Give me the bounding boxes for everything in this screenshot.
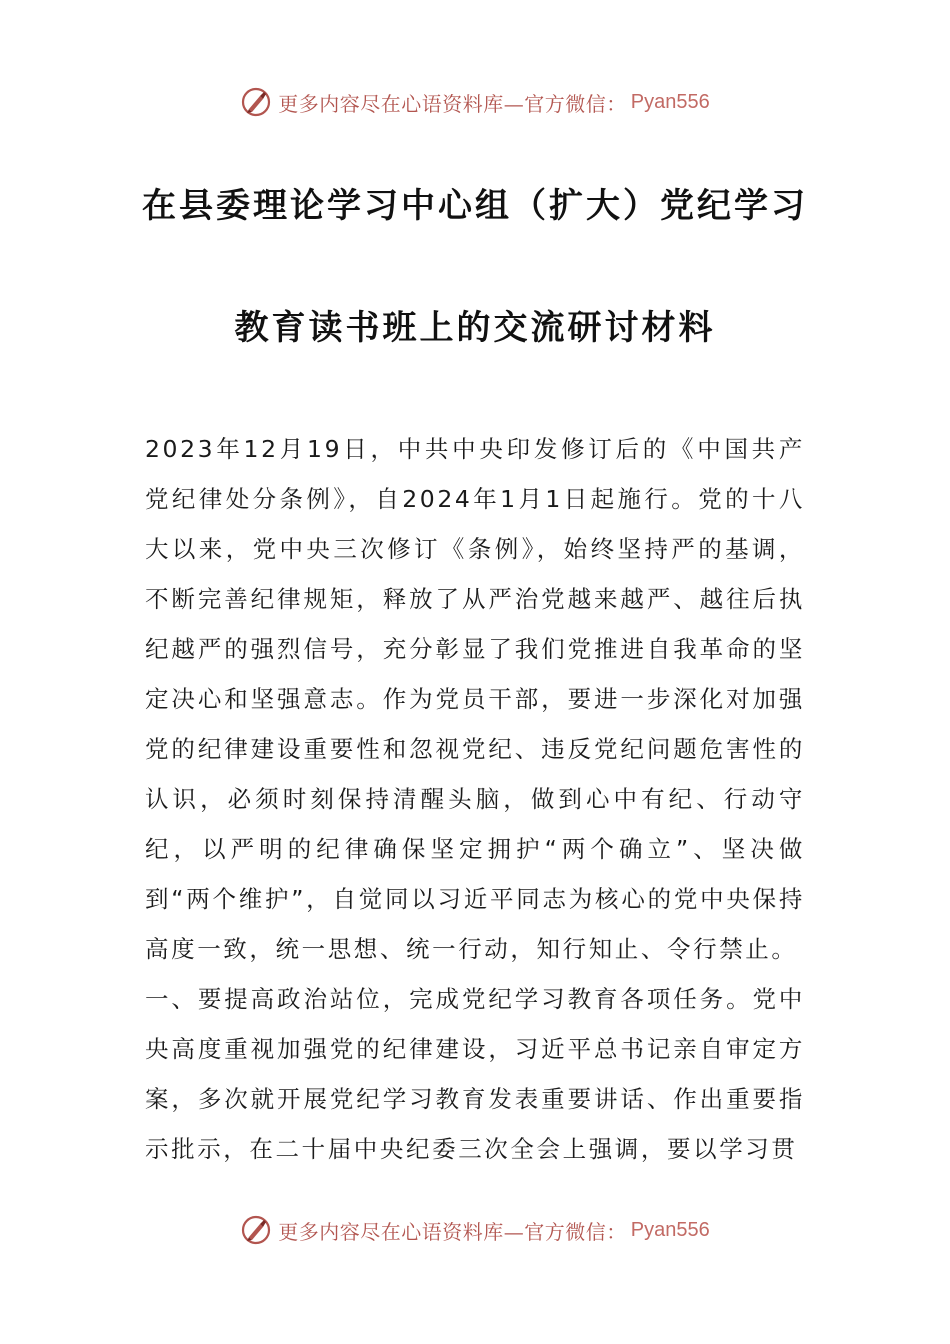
- watermark-wechat-id: Pyan556: [630, 1218, 710, 1241]
- document-body: [145, 424, 805, 1174]
- document-title-line-1: 在县委理论学习中心组（扩大）党纪学习: [142, 186, 808, 226]
- body-paragraph-1: 2023年12月19日，中共中央印发修订后的《中国共产党纪律处分条例》，自2024年1月1日起施行。党的十八大以来，党中央三次修订《条例》，始终坚持严的基调，不断完善纪律规矩，释放了从严治党越来越严、越往后执纪越严的强烈信号，充分彰显了我们党推进自我革命的坚定决心和坚强意志。作为党员干部，要进一步深化对加强党的纪律建设重要性和忽视党纪、违反党纪问题危害性的认识，必须时刻保持清醒头脑，做到心中有纪、行动守纪，以严明的纪律确保坚定拥护“两个确立”、坚决做到“两个维护”，自觉同以习近平同志为核心的党中央保持高度一致，统一思想、统一行动，知行知止、令行禁止。: [145, 435, 805, 963]
- watermark-banner-bottom: [0, 1210, 950, 1250]
- watermark-wechat-id: Pyan556: [630, 90, 710, 113]
- pen-logo-icon: [240, 86, 272, 118]
- watermark-banner-top: [0, 82, 950, 122]
- body-paragraph-2: 一、要提高政治站位，完成党纪学习教育各项任务。党中央高度重视加强党的纪律建设，习近平总书记亲自审定方案，多次就开展党纪学习教育发表重要讲话、作出重要指示批示，在二十届中央纪委三次全会上强调，要以学习贯: [145, 985, 805, 1163]
- watermark-text: 更多内容尽在心语资料库—官方微信：: [278, 1219, 627, 1244]
- watermark-text: 更多内容尽在心语资料库—官方微信：: [278, 91, 627, 116]
- pen-logo-icon: [240, 1214, 272, 1246]
- document-title-line-2: 教育读书班上的交流研讨材料: [234, 308, 716, 348]
